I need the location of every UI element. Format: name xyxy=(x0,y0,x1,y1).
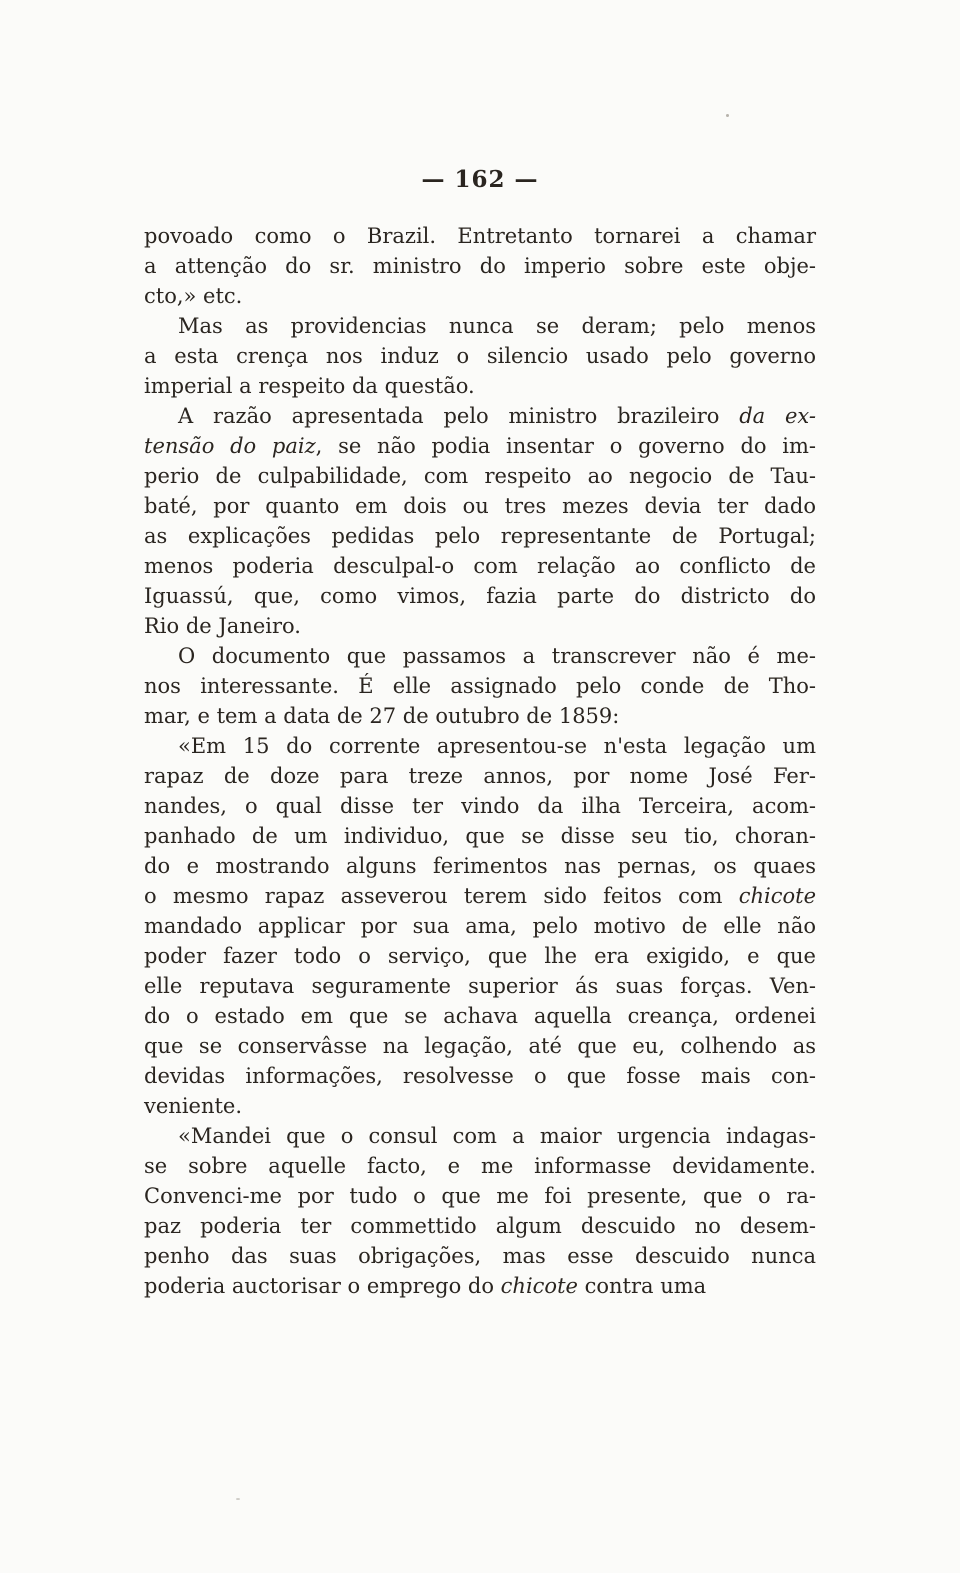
text-segment: poderia auctorisar o emprego do xyxy=(144,1274,501,1298)
text-line xyxy=(144,851,816,881)
text-segment: Rio de Janeiro. xyxy=(144,614,301,638)
text-segment: Iguassú, que, como vimos, fazia parte do districto do xyxy=(144,584,816,608)
text-line xyxy=(144,641,816,671)
text-line xyxy=(144,821,816,851)
text-line xyxy=(144,761,816,791)
page-text xyxy=(144,221,816,1301)
text-line xyxy=(144,1151,816,1181)
text-segment: as explicações pedidas pelo representante de Portugal; xyxy=(144,524,816,548)
text-segment: «Mandei que o consul com a maior urgencia indagas- xyxy=(178,1124,816,1148)
text-line xyxy=(144,281,816,311)
text-segment: mandado applicar por sua ama, pelo motivo de elle não xyxy=(144,914,816,938)
text-line xyxy=(144,311,816,341)
text-segment: , se não podia insentar o governo do im- xyxy=(315,434,817,458)
text-segment: O documento que passamos a transcrever não é me- xyxy=(178,644,816,668)
text-segment: do e mostrando alguns ferimentos nas pernas, os quaes xyxy=(144,854,816,878)
italic-text-segment: chicote xyxy=(500,1274,578,1298)
text-segment: veniente. xyxy=(144,1094,243,1118)
text-line xyxy=(144,1271,816,1301)
text-segment: A razão apresentada pelo ministro brazileiro xyxy=(178,404,740,428)
text-line xyxy=(144,581,816,611)
scan-speck xyxy=(726,114,729,117)
text-segment: do o estado em que se achava aquella creança, ordenei xyxy=(144,1004,816,1028)
text-segment: elle reputava seguramente superior ás suas forças. Ven- xyxy=(144,974,816,998)
text-segment: que se conservâsse na legação, até que eu, colhendo as xyxy=(144,1034,816,1058)
text-segment: «Em 15 do corrente apresentou-se n'esta legação um xyxy=(178,734,816,758)
text-line xyxy=(144,941,816,971)
text-line xyxy=(144,1181,816,1211)
text-segment: devidas informações, resolvesse o que fosse mais con- xyxy=(144,1064,816,1088)
text-segment: contra uma xyxy=(577,1274,707,1298)
text-segment: baté, por quanto em dois ou tres mezes devia ter dado xyxy=(144,494,816,518)
italic-text-segment: chicote xyxy=(738,884,816,908)
italic-text-segment: tensão do paiz xyxy=(144,434,316,458)
text-line xyxy=(144,911,816,941)
text-line xyxy=(144,521,816,551)
text-segment: rapaz de doze para treze annos, por nome José Fer- xyxy=(144,764,816,788)
text-segment: se sobre aquelle facto, e me informasse devidamente. xyxy=(144,1154,816,1178)
paragraph xyxy=(144,641,816,731)
text-line xyxy=(144,701,816,731)
text-segment: o mesmo rapaz asseverou terem sido feitos com xyxy=(144,884,739,908)
text-line xyxy=(144,671,816,701)
text-segment: povoado como o Brazil. Entretanto tornarei a chamar xyxy=(144,224,816,248)
text-line xyxy=(144,881,816,911)
text-segment: nandes, o qual disse ter vindo da ilha Terceira, acom- xyxy=(144,794,816,818)
scan-speck xyxy=(236,1498,240,1500)
text-line xyxy=(144,251,816,281)
text-line xyxy=(144,461,816,491)
italic-text-segment: da ex- xyxy=(739,404,817,428)
paragraph xyxy=(144,1121,816,1301)
text-line xyxy=(144,611,816,641)
paragraph xyxy=(144,731,816,1121)
text-segment: perio de culpabilidade, com respeito ao negocio de Tau- xyxy=(144,464,816,488)
text-line xyxy=(144,791,816,821)
paragraph xyxy=(144,401,816,641)
text-segment: Convenci-me por tudo o que me foi presente, que o ra- xyxy=(144,1184,816,1208)
text-segment: panhado de um individuo, que se disse seu tio, choran- xyxy=(144,824,816,848)
text-segment: poder fazer todo o serviço, que lhe era exigido, e que xyxy=(144,944,816,968)
text-line xyxy=(144,1121,816,1151)
text-segment: mar, e tem a data de 27 de outubro de 1859: xyxy=(144,704,620,728)
text-line xyxy=(144,1211,816,1241)
text-line xyxy=(144,971,816,1001)
paragraph xyxy=(144,221,816,311)
text-segment: imperial a respeito da questão. xyxy=(144,374,475,398)
text-line xyxy=(144,731,816,761)
text-segment: paz poderia ter commettido algum descuido no desem- xyxy=(144,1214,816,1238)
text-line xyxy=(144,221,816,251)
text-segment: Mas as providencias nunca se deram; pelo menos xyxy=(178,314,816,338)
text-line xyxy=(144,551,816,581)
text-line xyxy=(144,341,816,371)
text-line xyxy=(144,1061,816,1091)
text-line xyxy=(144,401,816,431)
text-segment: a attenção do sr. ministro do imperio sobre este obje- xyxy=(144,254,816,278)
text-line xyxy=(144,491,816,521)
page-number: — 162 — xyxy=(421,166,539,193)
paragraph xyxy=(144,311,816,401)
text-segment: penho das suas obrigações, mas esse descuido nunca xyxy=(144,1244,816,1268)
text-segment: menos poderia desculpal-o com relação ao conflicto de xyxy=(144,554,816,578)
text-line xyxy=(144,431,816,461)
text-line xyxy=(144,1001,816,1031)
text-segment: a esta crença nos induz o silencio usado pelo governo xyxy=(144,344,816,368)
text-line xyxy=(144,1091,816,1121)
text-line xyxy=(144,1031,816,1061)
text-line xyxy=(144,371,816,401)
text-line xyxy=(144,1241,816,1271)
text-segment: cto,» etc. xyxy=(144,284,243,308)
text-segment: nos interessante. É elle assignado pelo conde de Tho- xyxy=(144,674,816,698)
